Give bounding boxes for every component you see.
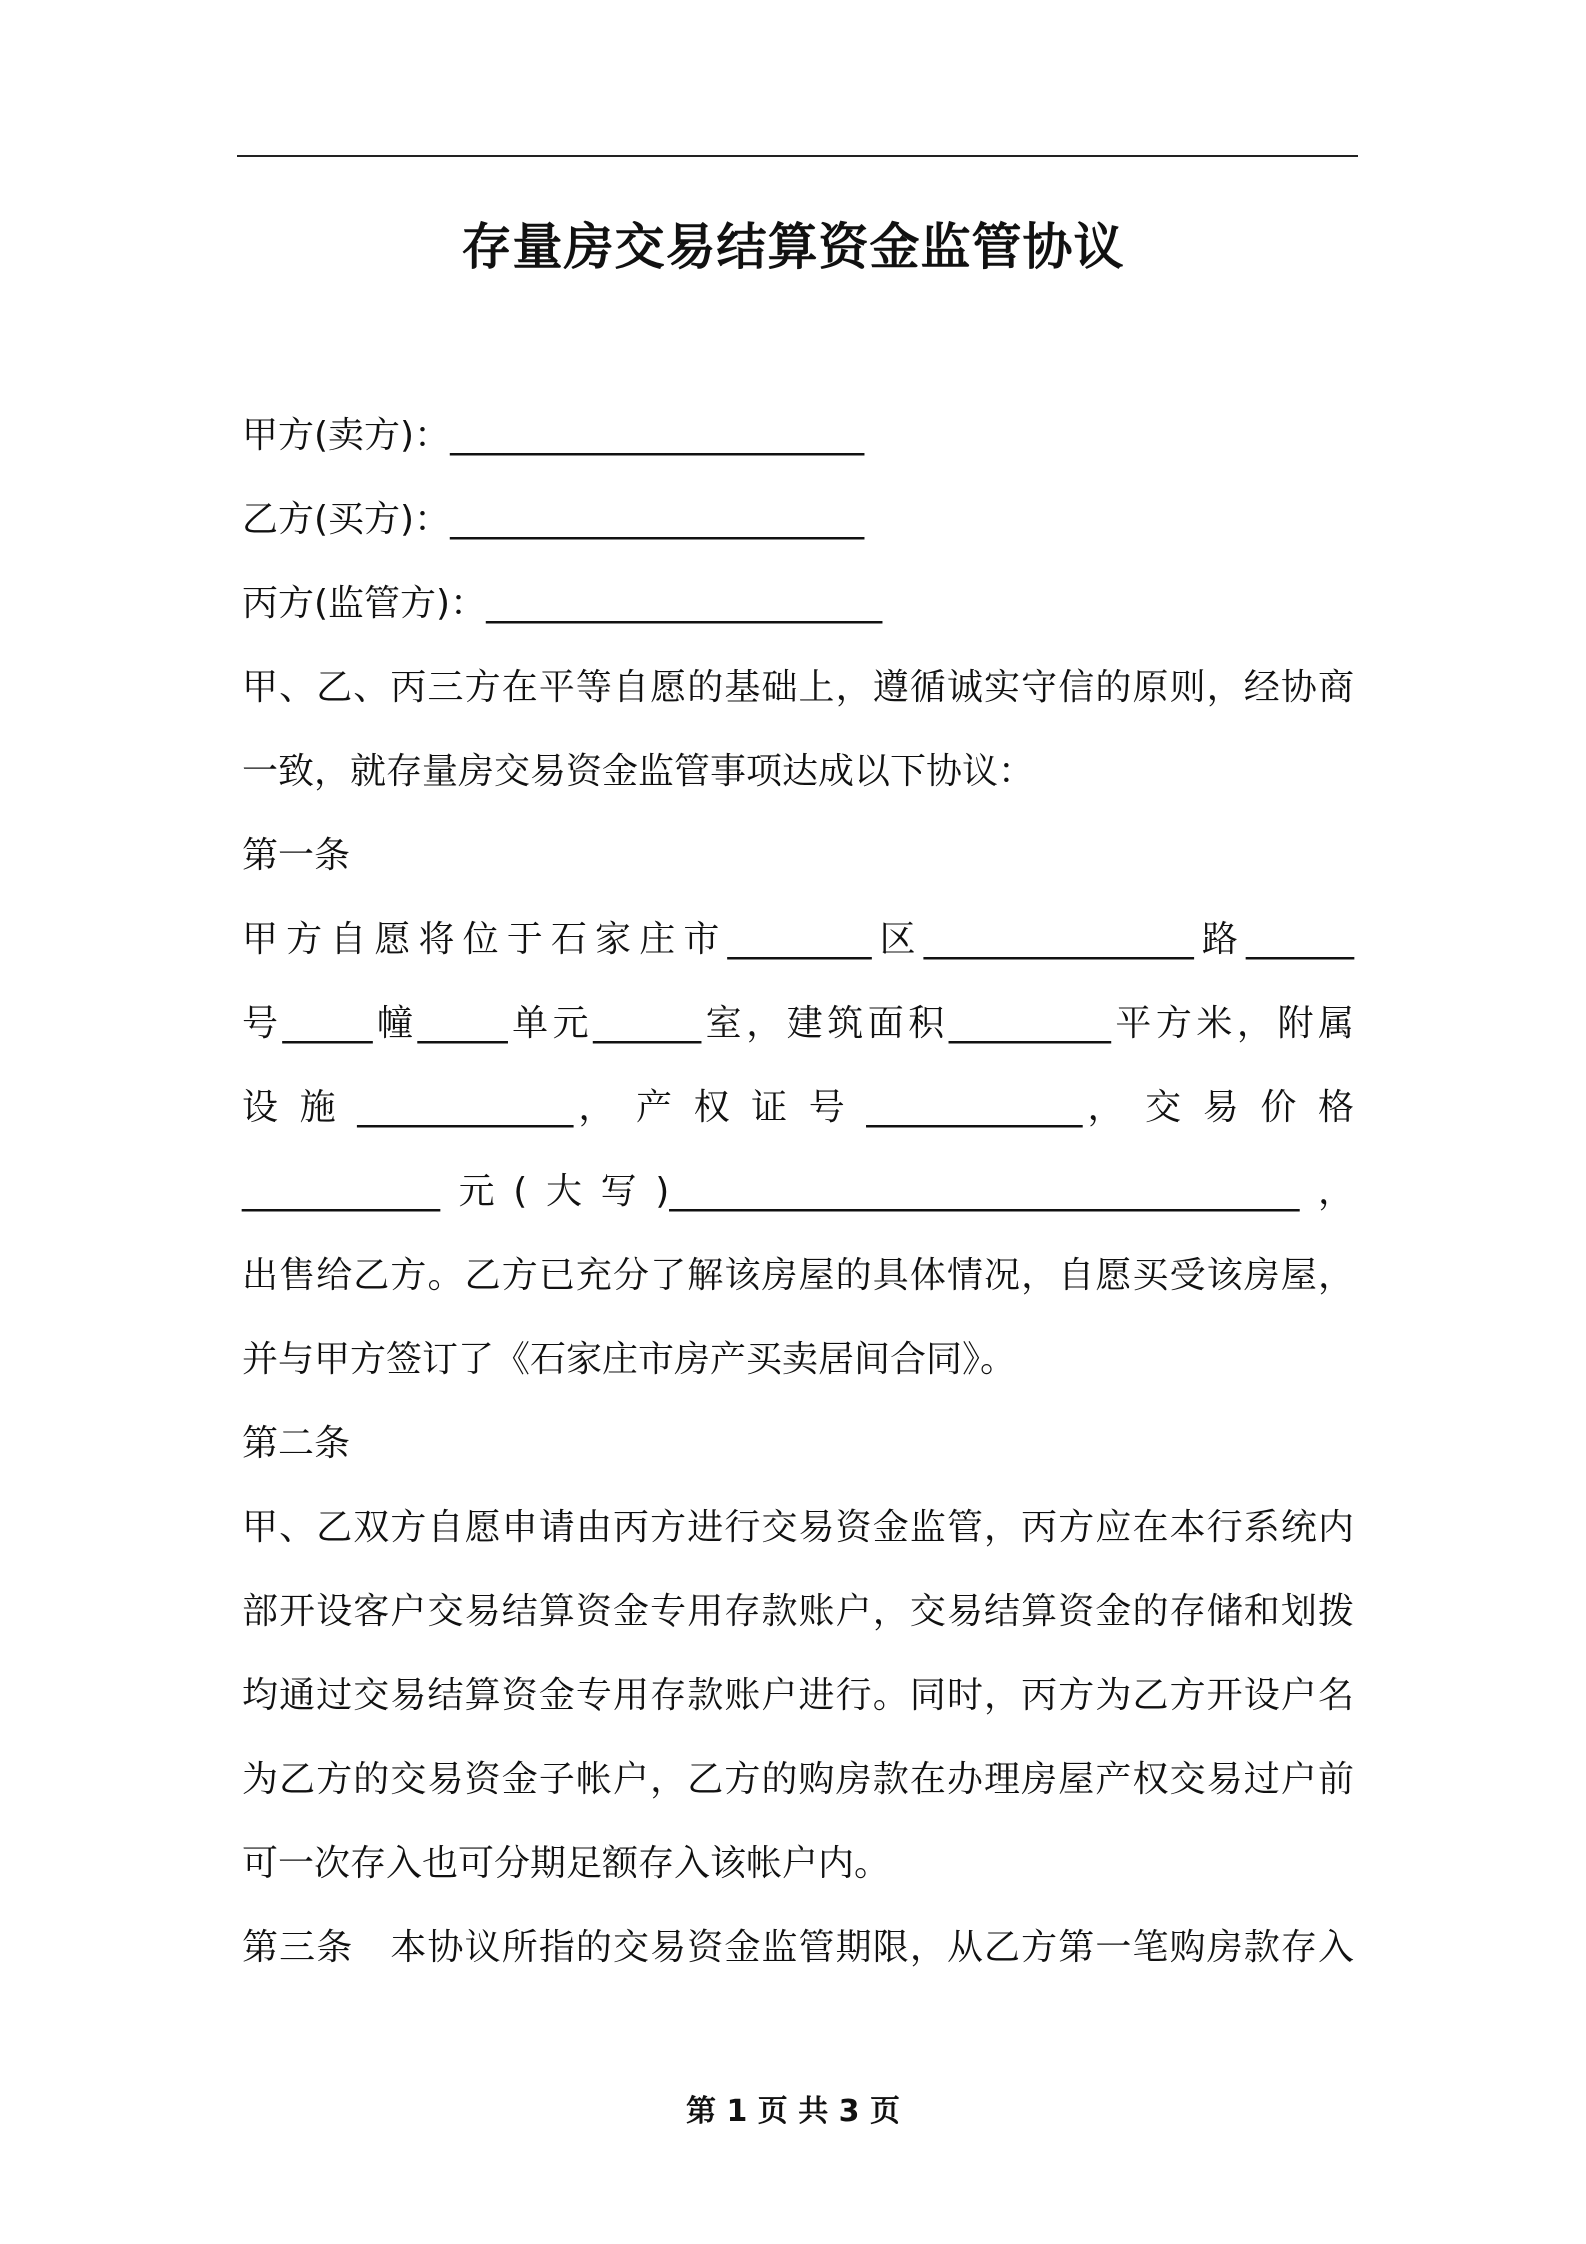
party-c-line: 丙方(监管方)：______________________ bbox=[242, 583, 883, 624]
header-rule bbox=[237, 155, 1358, 157]
article-2-line-2: 部开设客户交易结算资金专用存款账户，交易结算资金的存储和划拨 bbox=[242, 1591, 1354, 1632]
article-3-line-1: 第三条 本协议所指的交易资金监管期限，从乙方第一笔购房款存入 bbox=[242, 1927, 1354, 1968]
party-b-line: 乙方(买方)：_______________________ bbox=[242, 499, 865, 540]
article-1-heading: 第一条 bbox=[242, 835, 351, 876]
article-1-line-6: 并与甲方签订了《石家庄市房产买卖居间合同》。 bbox=[242, 1339, 1017, 1380]
article-2-line-4: 为乙方的交易资金子帐户，乙方的购房款在办理房屋产权交易过户前 bbox=[242, 1759, 1354, 1800]
article-1-line-2: 号_____幢_____单元______室，建筑面积_________平方米，附属 bbox=[242, 1003, 1354, 1044]
party-a-line: 甲方(卖方)：_______________________ bbox=[242, 415, 865, 456]
article-1-line-4: ___________元(大写)___________________________________， bbox=[242, 1171, 1354, 1212]
article-2-heading: 第二条 bbox=[242, 1423, 351, 1464]
article-1-line-5: 出售给乙方。乙方已充分了解该房屋的具体情况，自愿买受该房屋， bbox=[242, 1255, 1354, 1296]
article-1-line-1: 甲方自愿将位于石家庄市________区_______________路______ bbox=[242, 919, 1354, 960]
preamble-line-2: 一致，就存量房交易资金监管事项达成以下协议： bbox=[242, 751, 1035, 792]
page-number: 第 1 页 共 3 页 bbox=[686, 2094, 900, 2129]
article-2-line-5: 可一次存入也可分期足额存入该帐户内。 bbox=[242, 1843, 891, 1884]
preamble-line-1: 甲、乙、丙三方在平等自愿的基础上，遵循诚实守信的原则，经协商 bbox=[242, 667, 1354, 708]
article-2-line-3: 均通过交易结算资金专用存款账户进行。同时，丙方为乙方开设户名 bbox=[242, 1675, 1354, 1716]
document-title: 存量房交易结算资金监管协议 bbox=[461, 218, 1125, 276]
article-2-line-1: 甲、乙双方自愿申请由丙方进行交易资金监管，丙方应在本行系统内 bbox=[242, 1507, 1354, 1548]
article-1-line-3: 设 施 ____________， 产 权 证 号 ____________， 交 易 价 格 bbox=[242, 1087, 1354, 1128]
